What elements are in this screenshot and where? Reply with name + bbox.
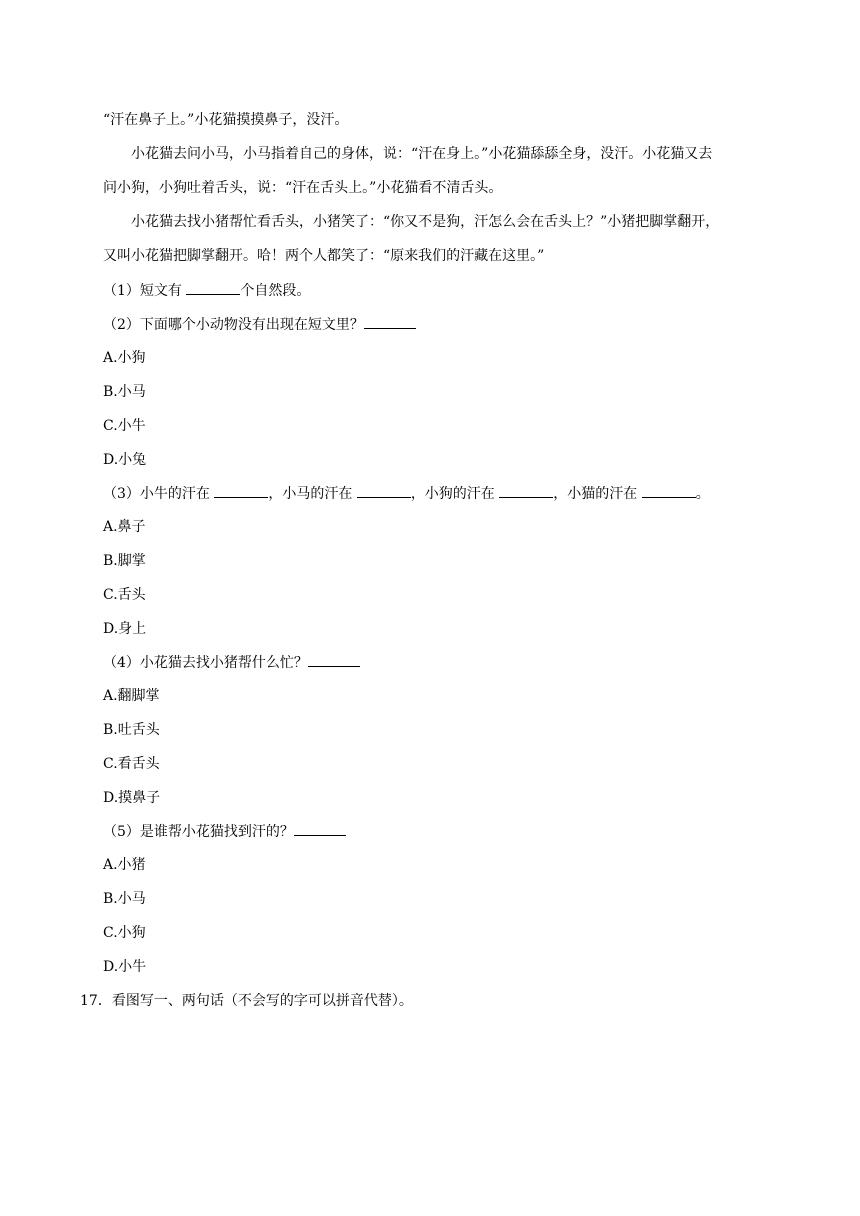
passage-paragraph-1-tail: “汗在鼻子上。”小花猫摸摸鼻子，没汗。 [103, 112, 349, 128]
question-4-text: （4）小花猫去找小猪帮什么忙？ [103, 655, 308, 671]
answer-blank[interactable] [294, 821, 346, 836]
passage-paragraph-2-line-2: 问小狗，小狗吐着舌头，说：“汗在舌头上。”小花猫看不清舌头。 [103, 180, 503, 196]
question-4-option-b: B.吐舌头 [103, 722, 160, 738]
question-2-option-d: D.小兔 [103, 452, 147, 468]
question-4 [103, 652, 360, 672]
question-3-option-b: B.脚掌 [103, 553, 146, 569]
passage-paragraph-3-line-2: 又叫小花猫把脚掌翻开。哈！两个人都笑了：“原来我们的汗藏在这里。” [103, 248, 545, 264]
answer-blank[interactable] [642, 483, 696, 498]
question-3-part-4: ，小猫的汗在 [553, 486, 642, 502]
question-1-suffix: 个自然段。 [240, 283, 311, 299]
question-1 [103, 280, 310, 300]
question-2-option-c: C.小牛 [103, 418, 146, 434]
question-2 [103, 314, 416, 334]
question-4-option-c: C.看舌头 [103, 756, 160, 772]
question-2-text: （2）下面哪个小动物没有出现在短文里？ [103, 317, 364, 333]
question-1-prefix: （1）短文有 [103, 283, 187, 299]
passage-paragraph-2-line-1: 小花猫去问小马，小马指着自己的身体，说：“汗在身上。”小花猫舔舔全身，没汗。小花猫又去 [131, 146, 713, 162]
question-2-option-a: A.小狗 [103, 350, 146, 366]
question-3-part-2: ，小马的汗在 [268, 486, 357, 502]
question-5-option-d: D.小牛 [103, 959, 147, 975]
question-3-option-d: D.身上 [103, 621, 147, 637]
answer-blank[interactable] [186, 280, 240, 295]
question-3-part-3: ，小狗的汗在 [410, 486, 500, 502]
question-5-option-a: A.小猪 [103, 857, 146, 873]
question-3-option-c: C.舌头 [103, 587, 146, 603]
question-5-option-c: C.小狗 [103, 925, 146, 941]
answer-blank[interactable] [308, 652, 360, 667]
question-3-option-a: A.鼻子 [103, 519, 146, 535]
question-3-part-1: （3）小牛的汗在 [103, 486, 215, 502]
question-2-option-b: B.小马 [103, 384, 146, 400]
question-4-option-d: D.摸鼻子 [103, 790, 161, 806]
question-5-option-b: B.小马 [103, 891, 146, 907]
answer-blank[interactable] [364, 314, 416, 329]
question-5-text: （5）是谁帮小花猫找到汗的？ [103, 824, 294, 840]
question-3-end: 。 [695, 486, 710, 502]
question-5 [103, 821, 346, 841]
passage-paragraph-3-line-1: 小花猫去找小猪帮忙看舌头，小猪笑了：“你又不是狗，汗怎么会在舌头上？”小猪把脚掌翻开， [131, 214, 720, 230]
answer-blank[interactable] [499, 483, 553, 498]
item-17: 17．看图写一、两句话（不会写的字可以拼音代替）。 [80, 993, 413, 1009]
answer-blank[interactable] [214, 483, 268, 498]
question-3 [103, 483, 710, 503]
question-4-option-a: A.翻脚掌 [103, 688, 160, 704]
answer-blank[interactable] [357, 483, 411, 498]
